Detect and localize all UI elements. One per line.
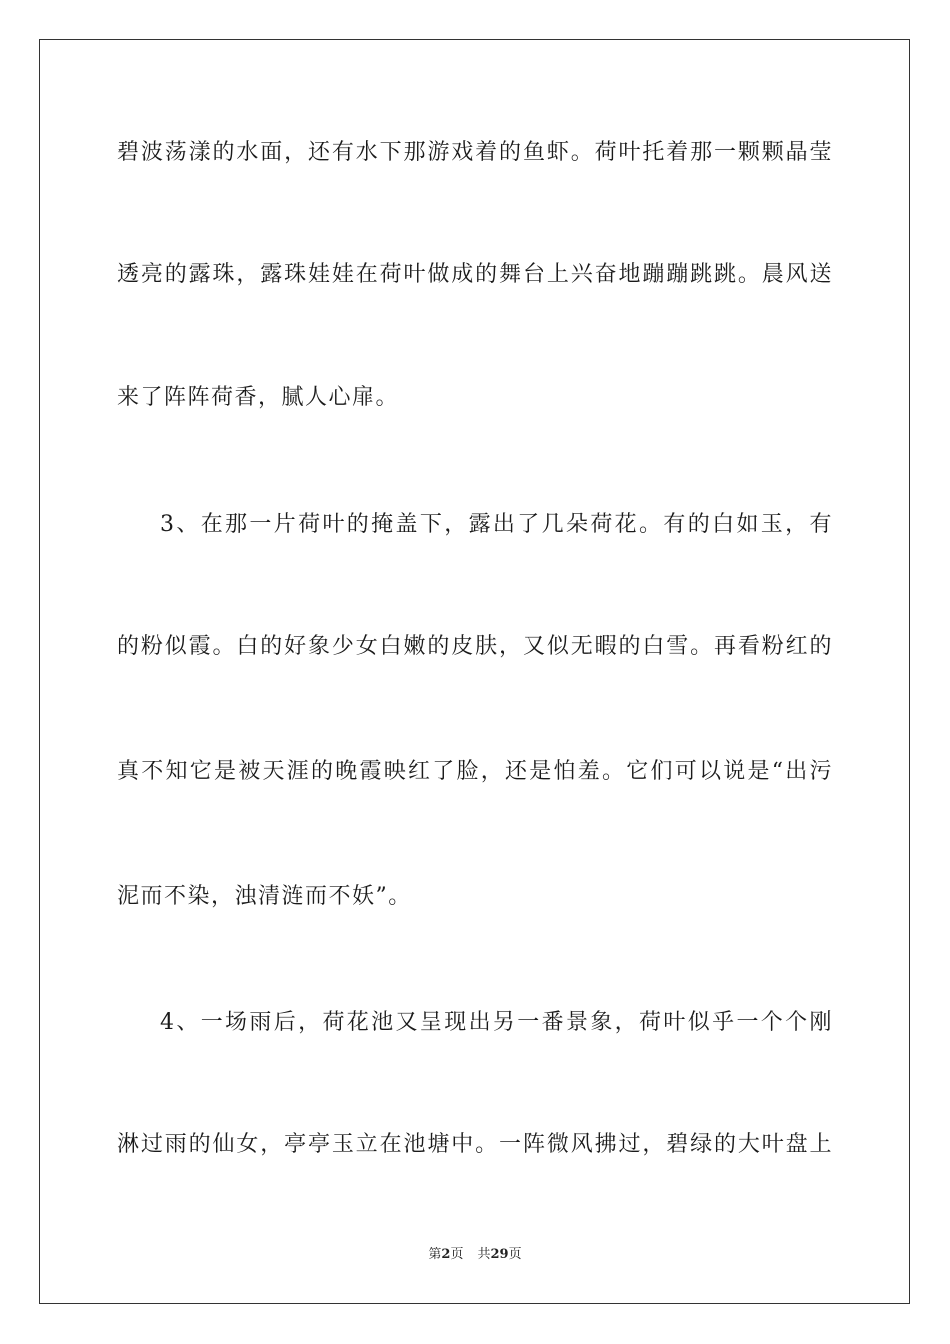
text-line-3: 来了阵阵荷香，腻人心扉。 bbox=[117, 385, 400, 410]
page-suffix: 页 bbox=[450, 1247, 464, 1262]
page-prefix: 第 bbox=[428, 1247, 442, 1262]
page-footer bbox=[0, 1246, 950, 1264]
text-line-6: 真不知它是被天涯的晚霞映红了脸，还是怕羞。它们可以说是“出污 bbox=[117, 759, 833, 784]
total-suffix: 页 bbox=[508, 1247, 522, 1262]
text-line-7: 泥而不染，浊清涟而不妖”。 bbox=[117, 884, 412, 909]
text-line-5: 的粉似霞。白的好象少女白嫩的皮肤，又似无暇的白雪。再看粉红的 bbox=[117, 634, 833, 659]
text-line-9: 淋过雨的仙女，亭亭玉立在池塘中。一阵微风拂过，碧绿的大叶盘上 bbox=[117, 1132, 833, 1157]
text-line-4-paragraph-3: 3、在那一片荷叶的掩盖下，露出了几朵荷花。有的白如玉，有 bbox=[160, 512, 833, 537]
total-pages-number: 29 bbox=[490, 1247, 509, 1262]
text-line-8-paragraph-4: 4、一场雨后，荷花池又呈现出另一番景象，荷叶似乎一个个刚 bbox=[160, 1010, 833, 1035]
current-page-number: 2 bbox=[441, 1247, 451, 1262]
text-line-1: 碧波荡漾的水面，还有水下那游戏着的鱼虾。荷叶托着那一颗颗晶莹 bbox=[117, 140, 833, 165]
text-line-2: 透亮的露珠，露珠娃娃在荷叶做成的舞台上兴奋地蹦蹦跳跳。晨风送 bbox=[117, 262, 833, 287]
page-border bbox=[39, 39, 910, 1304]
total-prefix: 共 bbox=[477, 1247, 491, 1262]
